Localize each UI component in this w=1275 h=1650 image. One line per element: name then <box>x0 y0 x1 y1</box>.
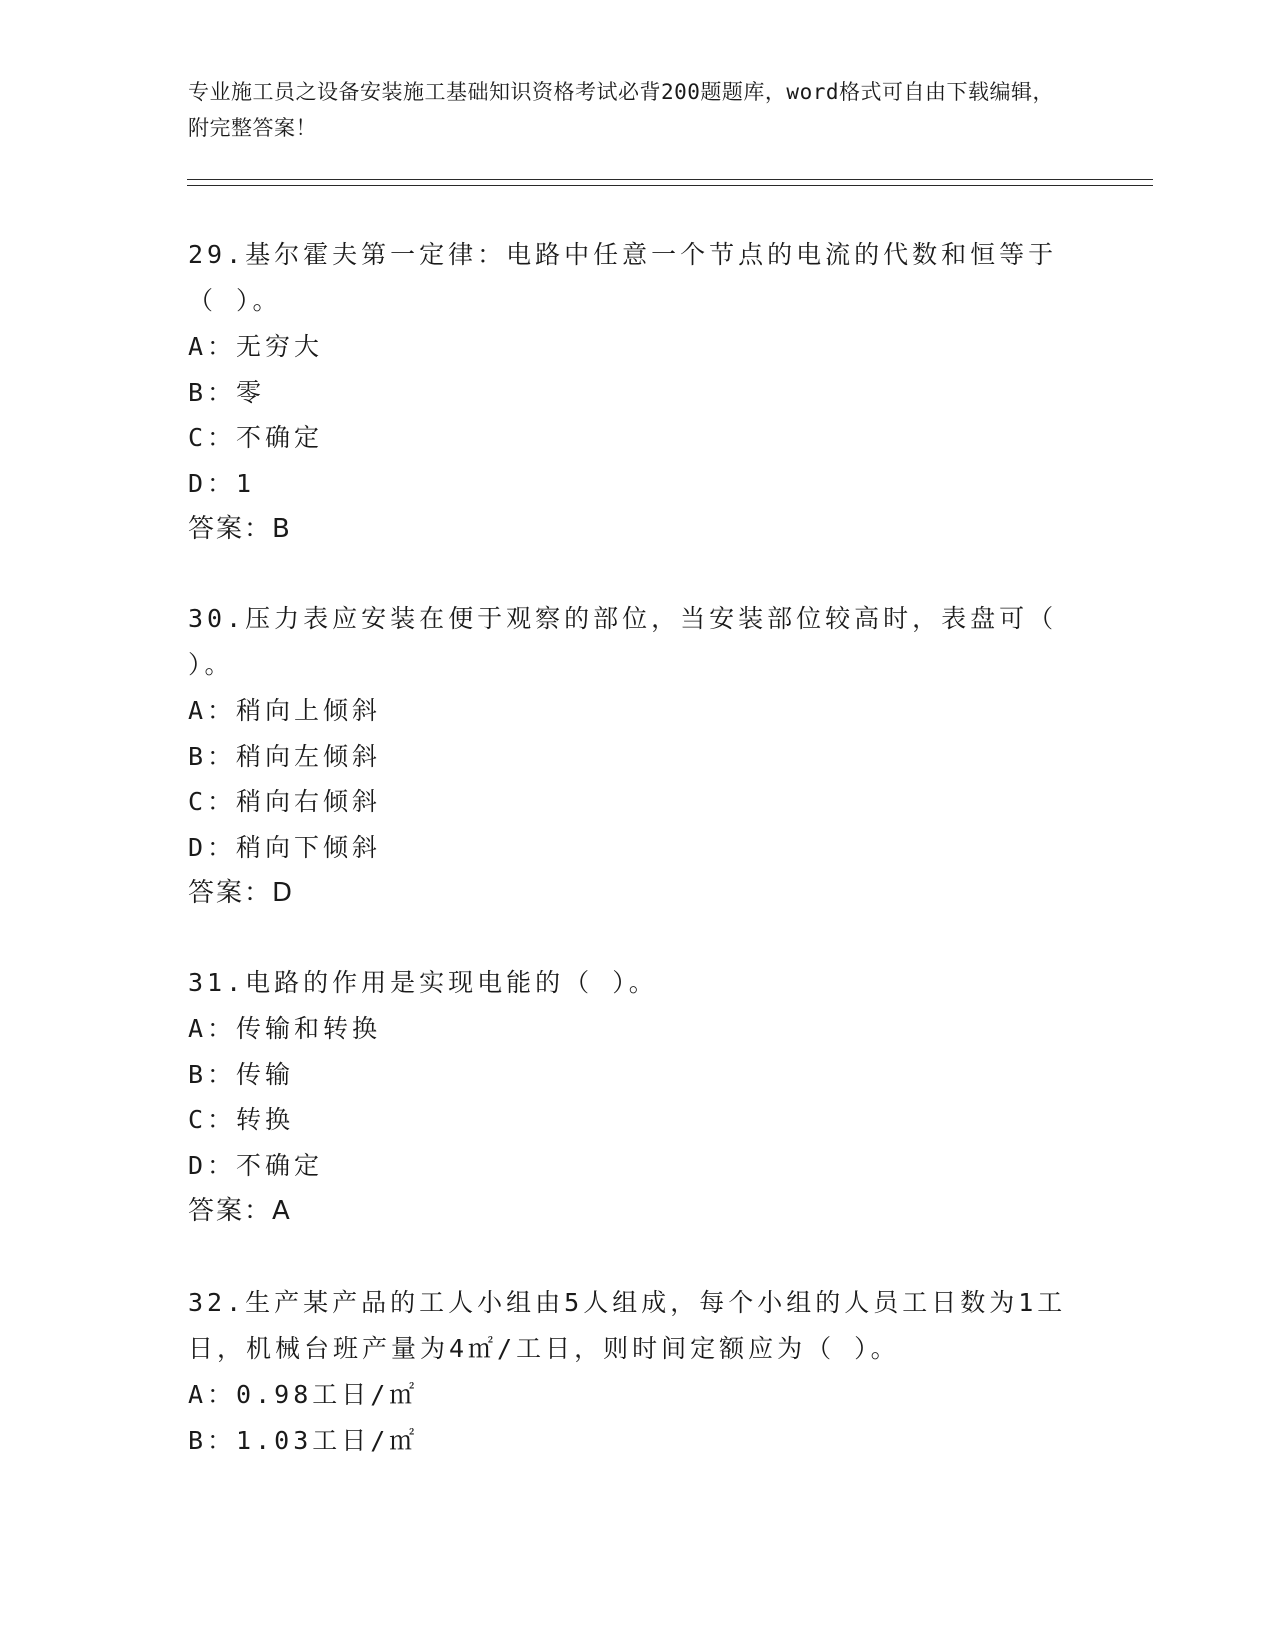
document-header-title: 专业施工员之设备安装施工基础知识资格考试必背200题题库，word格式可自由下载编辑，附完整答案！ <box>188 80 1054 140</box>
question-30 <box>188 596 1077 916</box>
question-stem: 32.生产某产品的工人小组由5人组成，每个小组的人员工日数为1工日，机械台班产量为4㎡/工日，则时间定额应为（ ）。 <box>188 1288 1067 1363</box>
option-d: D：1 <box>188 468 256 498</box>
header-divider-bottom <box>187 185 1153 186</box>
question-32 <box>188 1280 1068 1463</box>
option-c: C：转换 <box>188 1105 295 1134</box>
option-b: B：1.03工日/㎡ <box>188 1425 419 1455</box>
question-29 <box>188 232 1068 552</box>
answer-line: 答案：D <box>188 878 295 908</box>
option-b: B：传输 <box>188 1059 295 1089</box>
answer-line: 答案：A <box>188 1196 292 1226</box>
option-a: A：传输和转换 <box>188 1014 382 1043</box>
question-stem: 30.压力表应安装在便于观察的部位，当安装部位较高时，表盘可（ ）。 <box>188 604 1077 679</box>
question-stem: 31.电路的作用是实现电能的（ ）。 <box>188 968 658 997</box>
option-b: B：稍向左倾斜 <box>188 741 382 771</box>
header-divider-top <box>187 179 1153 180</box>
question-31 <box>188 960 1068 1234</box>
option-d: D：不确定 <box>188 1150 324 1180</box>
answer-line: 答案：B <box>188 514 292 544</box>
option-c: C：稍向右倾斜 <box>188 787 382 816</box>
option-a: A：无穷大 <box>188 332 324 361</box>
option-a: A：稍向上倾斜 <box>188 696 382 725</box>
option-b: B：零 <box>188 377 266 407</box>
option-c: C：不确定 <box>188 423 324 452</box>
option-d: D：稍向下倾斜 <box>188 832 382 862</box>
option-a: A：0.98工日/㎡ <box>188 1380 419 1409</box>
question-stem: 29.基尔霍夫第一定律：电路中任意一个节点的电流的代数和恒等于（ ）。 <box>188 240 1058 315</box>
